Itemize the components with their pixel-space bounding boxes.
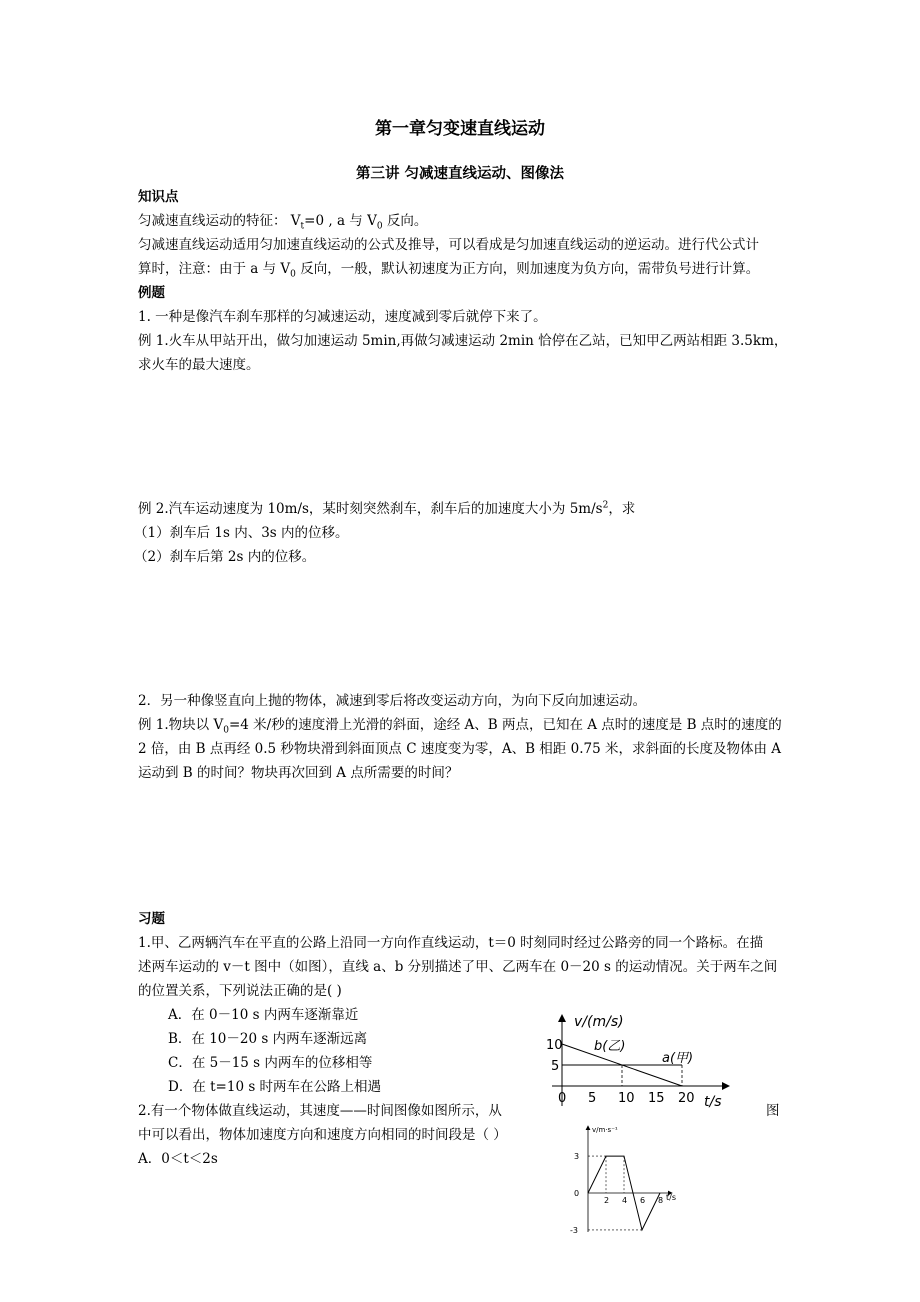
x-tick-label: 15	[648, 1091, 665, 1106]
y-tick-label: 3	[574, 1152, 580, 1162]
exercises-heading: 习题	[138, 911, 165, 927]
example3-line1: 例 1.物块以 $V_0=4$ 米/秒的速度滑上光滑的斜面，途经 A、B 两点，已知在 A 点时的速度是 B 点时的速度的	[138, 717, 782, 736]
y-tick-label: -3	[570, 1225, 578, 1235]
x-axis-label: t/s	[704, 1094, 722, 1110]
example3-line3: 运动到 B 的时间？物块再次回到 A 点所需要的时间？	[138, 765, 459, 781]
y-tick-label: 0	[574, 1189, 580, 1198]
example1-line2: 求火车的最大速度。	[138, 357, 260, 373]
example2-line1: 例 2.汽车运动速度为 10m/s，某时刻突然刹车，刹车后的加速度大小为 $5m/s^2$，求	[138, 500, 636, 517]
vt-graph-object	[560, 1120, 690, 1236]
type1-text: 1. 一种是像汽车刹车那样的匀减速运动，速度减到零后就停下来了。	[138, 309, 547, 325]
example2-q2: （2）刹车后第 2s 内的位移。	[134, 549, 316, 565]
problem2-option-a: A．0＜t＜2s	[138, 1151, 218, 1167]
x-tick-label: 8	[658, 1196, 664, 1205]
x-tick-label: 4	[622, 1196, 628, 1205]
knowledge-feature: 匀减速直线运动的特征： $V_t=0$ , a 与 $V_0$ 反向。	[138, 213, 428, 232]
problem2-line1-tail: 图	[766, 1103, 780, 1119]
example3-line2: 2 倍，由 B 点再经 0.5 秒物块滑到斜面顶点 C 速度变为零，A、B 相距 0.75 米，求斜面的长度及物体由 A	[138, 741, 781, 757]
problem1-line2: 述两车运动的 v－t 图中（如图），直线 a、b 分别描述了甲、乙两车在 0－20 s 的运动情况。关于两车之间	[138, 959, 778, 975]
y-axis-label: v/m·s⁻¹	[592, 1126, 618, 1134]
problem1-option-a: A．在 0－10 s 内两车逐渐靠近	[168, 1007, 359, 1023]
y-axis-label: v/(m/s)	[574, 1014, 624, 1030]
knowledge-heading: 知识点	[138, 189, 179, 205]
vt-graph-two-cars	[546, 1010, 736, 1110]
y-tick-label: 10	[546, 1038, 563, 1053]
type2-text: 2．另一种像竖直向上抛的物体，减速到零后将改变运动方向，为向下反向加速运动。	[138, 693, 647, 709]
x-tick-label: 6	[640, 1196, 646, 1205]
knowledge-line3: 算时，注意：由于 a 与 $V_0$ 反向，一般，默认初速度为正方向，则加速度为负方向，需带负号进行计算。	[138, 261, 760, 280]
knowledge-line2: 匀减速直线运动适用匀加速直线运动的公式及推导，可以看成是匀加速直线运动的逆运动。进行代公式计	[138, 237, 759, 253]
x-tick-label: 10	[618, 1091, 635, 1106]
chapter-title: 第一章匀变速直线运动	[375, 119, 545, 139]
problem2-line2: 中可以看出，物体加速度方向和速度方向相同的时间段是（ ）	[138, 1127, 507, 1143]
problem1-line1: 1.甲、乙两辆汽车在平直的公路上沿同一方向作直线运动，t＝0 时刻同时经过公路旁的同一个路标。在描	[138, 935, 764, 951]
x-tick-label: 2	[604, 1196, 610, 1205]
examples-heading: 例题	[138, 285, 165, 301]
problem2-line1: 2.有一个物体做直线运动，其速度——时间图像如图所示，从	[138, 1103, 502, 1119]
lecture-title: 第三讲 匀减速直线运动、图像法	[355, 165, 565, 182]
example1-line1: 例 1.火车从甲站开出，做匀加速运动 5min,再做匀减速运动 2min 恰停在乙站，已知甲乙两站相距 3.5km，	[138, 333, 788, 349]
x-tick-label: 5	[588, 1091, 597, 1106]
example2-q1: （1）刹车后 1s 内、3s 内的位移。	[134, 525, 349, 541]
line-a-label: a(甲)	[662, 1051, 694, 1066]
problem1-option-d: D．在 t=10 s 时两车在公路上相遇	[168, 1079, 382, 1095]
x-axis-label: t/s	[666, 1193, 676, 1202]
problem1-option-b: B．在 10－20 s 内两车逐渐远离	[168, 1031, 368, 1047]
problem1-line3: 的位置关系，下列说法正确的是( )	[138, 983, 342, 999]
problem1-option-c: C．在 5－15 s 内两车的位移相等	[168, 1055, 373, 1071]
x-tick-label: 20	[678, 1091, 695, 1106]
line-b-label: b(乙)	[594, 1039, 626, 1054]
x-tick-label: 0	[558, 1091, 567, 1106]
y-tick-label: 5	[551, 1059, 560, 1074]
